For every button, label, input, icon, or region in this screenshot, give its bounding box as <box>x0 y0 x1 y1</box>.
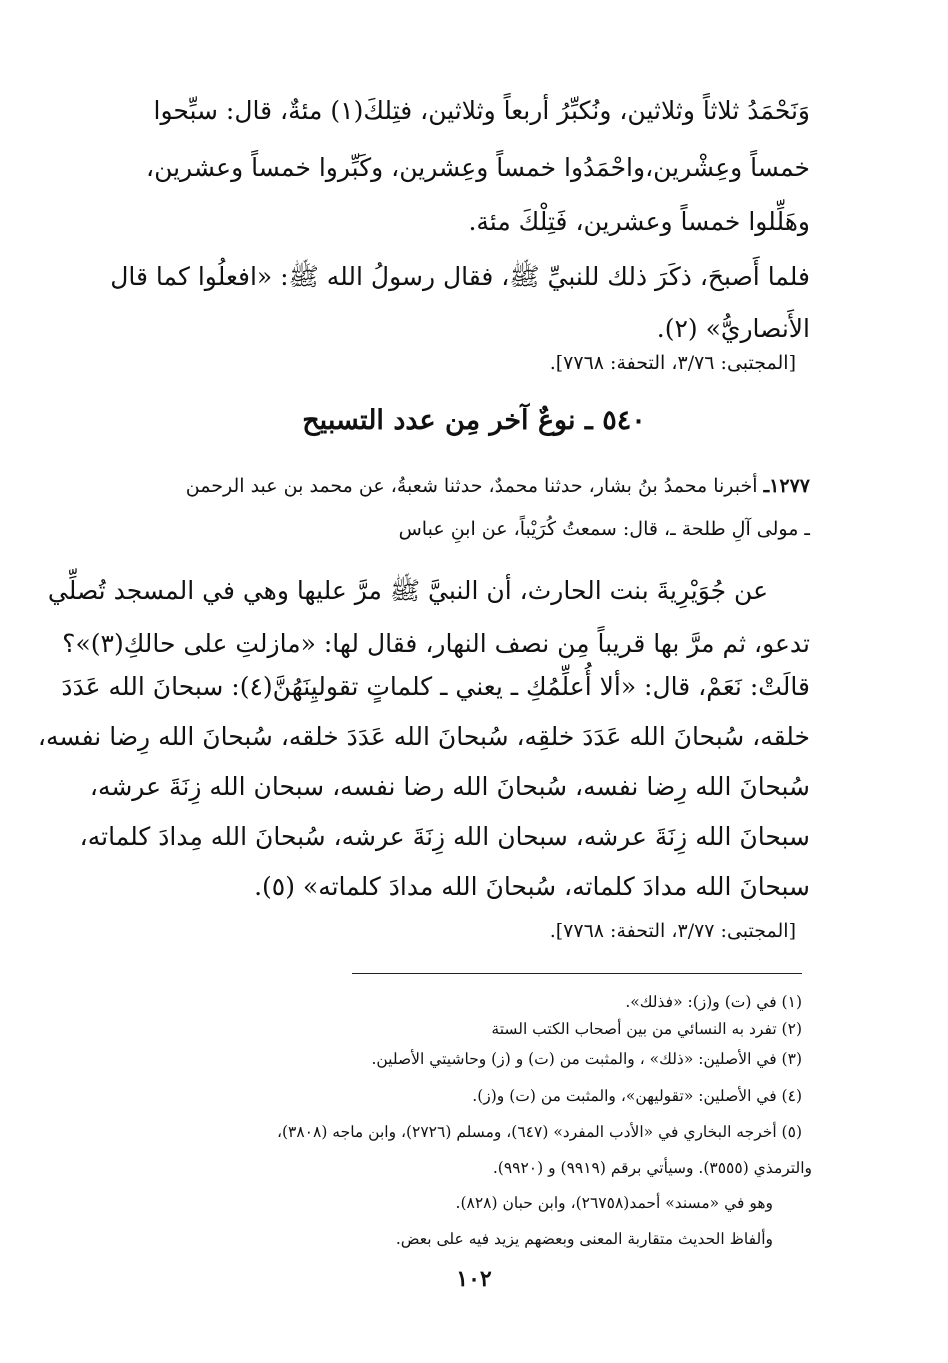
hadith-isnad-line: ـ مولى آلِ طلحة ـ، قال: سمعتُ كُرَيْباً، عن ابنِ عباس <box>398 518 810 540</box>
footnote: وهو في «مسند» أحمد(٢٦٧٥٨)، وابن حبان (٨٢٨). <box>455 1194 773 1212</box>
text-line: سبحانَ الله مدادَ كلماته، سُبحانَ الله مدادَ كلماته» (٥). <box>254 872 810 901</box>
text-line: وهَلِّلوا خمساً وعشرين، فَتِلْكَ مئة. <box>468 207 810 236</box>
reference-citation: [المجتبى: ٣/٧٦، التحفة: ٧٧٦٨]. <box>549 352 796 374</box>
footnote: (٥) أخرجه البخاري في «الأدب المفرد» (٦٤٧)، ومسلم (٢٧٢٦)، وابن ماجه (٣٨٠٨)، <box>276 1123 802 1141</box>
text-line: خلقه، سُبحانَ الله عَدَدَ خلقِه، سُبحانَ الله عَدَدَ خلقه، سُبحانَ الله رِضا نفسه، <box>37 722 810 751</box>
text-line: سبحانَ الله زِنَةَ عرشه، سبحان الله زِنَةَ عرشه، سُبحانَ الله مِدادَ كلماته، <box>79 822 810 851</box>
text-line: تدعو، ثم مرَّ بها قريباً مِن نصف النهار، فقال لها: «مازلتِ على حالكِ(٣)»؟ <box>62 629 810 658</box>
text-line: سُبحانَ الله رِضا نفسه، سُبحانَ الله رضا نفسه، سبحان الله زِنَةَ عرشه، <box>89 772 810 801</box>
hadith-isnad-line <box>128 475 810 497</box>
section-title: ٥٤٠ ـ نوعٌ آخر مِن عدد التسبيح <box>302 405 646 436</box>
hadith-number: ١٢٧٧ـ <box>763 475 810 497</box>
text-line: الأَنصاريُّ» (٢). <box>656 314 810 343</box>
hadith-chain-text: أخبرنا محمدُ بنُ بشار، حدثنا محمدٌ، حدثنا شعبةُ، عن محمد بن عبد الرحمن <box>185 475 758 497</box>
footnote: (٢) تفرد به النسائي من بين أصحاب الكتب الستة <box>491 1020 802 1038</box>
page-number: ١٠٢ <box>456 1266 492 1292</box>
footnote-divider <box>352 973 802 974</box>
text-line: قالَتْ: نَعَمْ، قال: «ألا أُعلِّمُكِ ـ يعني ـ كلماتٍ تقوليِنَهُنَّ(٤): سبحانَ الله عَدَدَ <box>61 672 810 701</box>
text-line: فلما أَصبحَ، ذكَرَ ذلك للنبيِّ ﷺ، فقال رسولُ الله ﷺ: «افعلُوا كما قال <box>110 262 810 291</box>
footnote: (٣) في الأصلين: «ذلك» ، والمثبت من (ت) و (ز) وحاشيتي الأصلين. <box>371 1050 802 1068</box>
footnote: وألفاظ الحديث متقاربة المعنى وبعضهم يزيد فيه على بعض. <box>395 1230 773 1248</box>
footnote: (٤) في الأصلين: «تقوليهن»، والمثبت من (ت) و(ز). <box>472 1087 802 1105</box>
text-line: وَنَحْمَدُ ثلاثاً وثلاثين، ونُكبِّرُ أربعاً وثلاثين، فتِلكَ(١) مئةٌ، قال: سبِّحوا <box>153 96 810 125</box>
footnote: والترمذي (٣٥٥٥). وسيأتي برقم (٩٩١٩) و (٩٩٢٠). <box>492 1159 812 1177</box>
text-line: خمساً وعِشْرين،واحْمَدُوا خمساً وعِشرين، وكَبِّروا خمساً وعشرين، <box>146 153 810 182</box>
footnote: (١) في (ت) و(ز): «فذلك». <box>625 993 802 1011</box>
text-line: عن جُوَيْرِيةَ بنت الحارث، أن النبيَّ ﷺ مرَّ عليها وهي في المسجد تُصلِّي <box>47 576 768 605</box>
reference-citation: [المجتبى: ٣/٧٧، التحفة: ٧٧٦٨]. <box>549 920 796 942</box>
